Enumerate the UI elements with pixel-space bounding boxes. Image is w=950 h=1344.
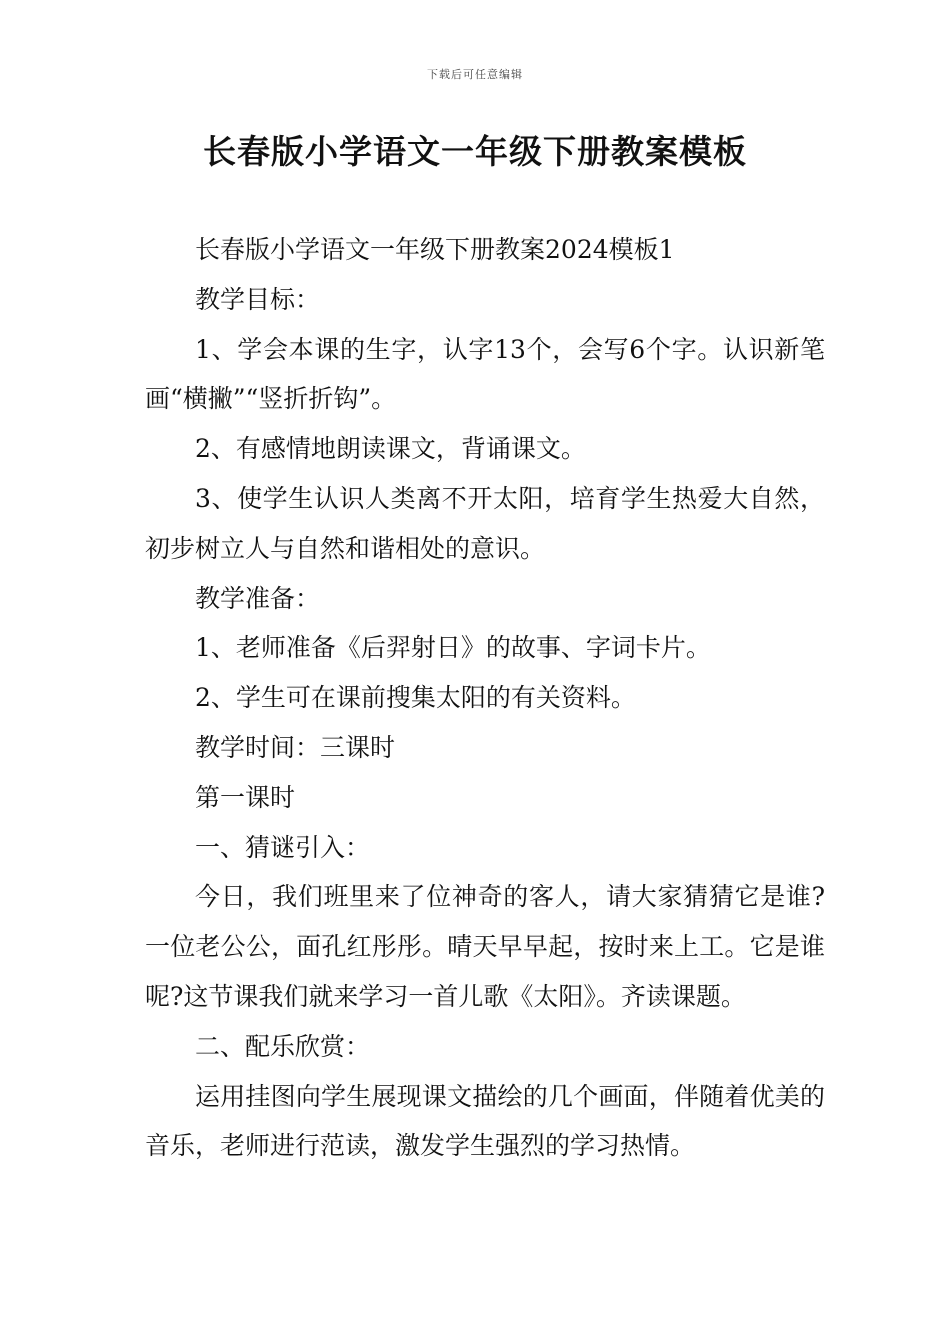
paragraph-first-period: 第一课时 <box>195 782 296 812</box>
document-body <box>145 225 825 1171</box>
paragraph-section-1-heading: 一、猜谜引入： <box>195 832 371 862</box>
paragraph-preparation-2: 2、学生可在课前搜集太阳的有关资料。 <box>195 683 636 713</box>
paragraph-section-2-body: 运用挂图向学生展现课文描绘的几个画面，伴随着优美的音乐，老师进行范读，激发学生强烈的学习热情。 <box>145 1081 825 1161</box>
paragraph-preparation-heading: 教学准备： <box>195 583 321 613</box>
paragraph-section-2-heading: 二、配乐欣赏： <box>195 1031 371 1061</box>
paragraph-section-1-body: 今日，我们班里来了位神奇的客人，请大家猜猜它是谁?一位老公公，面孔红彤彤。晴天早早起，按时来上工。它是谁呢?这节课我们就来学习一首儿歌《太阳》。齐读课题。 <box>145 882 825 1011</box>
paragraph-teaching-time: 教学时间：三课时 <box>195 732 396 762</box>
paragraph-objective-2: 2、有感情地朗读课文，背诵课文。 <box>195 434 586 464</box>
paragraph-objective-1: 1、学会本课的生字，认字13个，会写6个字。认识新笔画“横撇”“竖折折钩”。 <box>145 334 825 414</box>
paragraph-preparation-1: 1、老师准备《后羿射日》的故事、字词卡片。 <box>195 633 711 663</box>
document-title: 长春版小学语文一年级下册教案模板 <box>203 132 747 171</box>
paragraph-objective-3: 3、使学生认识人类离不开太阳，培育学生热爱大自然，初步树立人与自然和谐相处的意识。 <box>145 483 825 563</box>
header-note: 下载后可任意编辑 <box>427 68 523 81</box>
paragraph-lesson-heading: 长春版小学语文一年级下册教案2024模板1 <box>195 235 675 264</box>
paragraph-objectives-heading: 教学目标： <box>195 284 321 314</box>
